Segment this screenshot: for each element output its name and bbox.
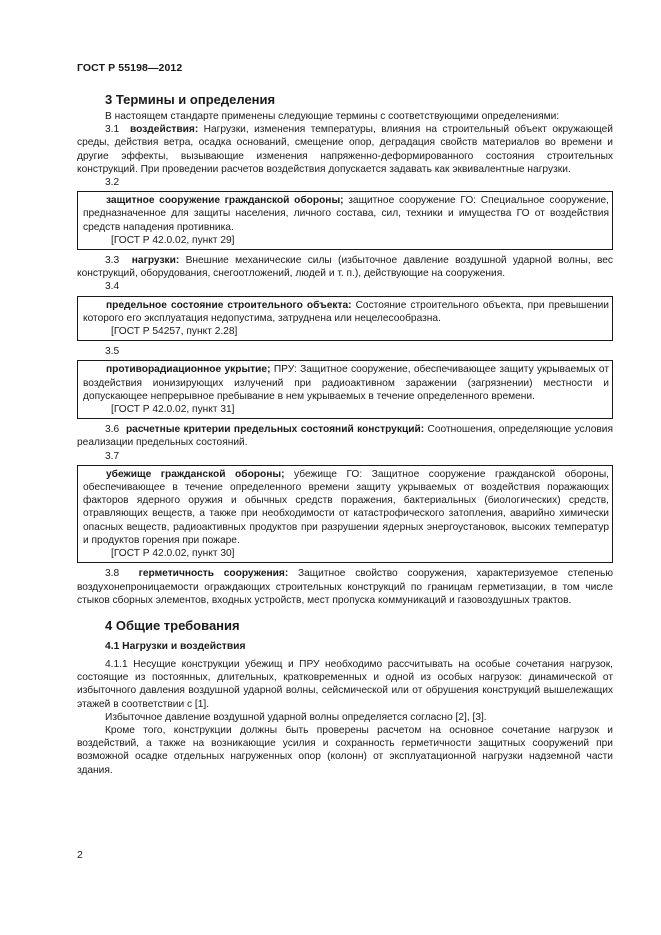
term-3-6-name: расчетные критерии предельных состояний конструкций: — [125, 424, 425, 436]
term-3-4-number: 3.4 — [105, 281, 120, 293]
term-3-4-box — [77, 296, 613, 342]
term-3-4-name: предельное состояние строительного объекта: — [106, 299, 352, 311]
term-3-5-number: 3.5 — [105, 346, 120, 358]
term-3-7-definition: убежище ГО: Защитное сооружение гражданской обороны, обеспечивающее в течение определенного времени защиту укрываемых от воздействия поражающих факторов ядерного оружия и обычных средств поражения, бактериальных (биологических) средств, отравляющих веществ, а также при необходимости от катастрофического затопления, аварийно химически опасных веществ, радиоактивных продуктов при разрушении ядерных энергоустановок, высоких температур и продуктов горения при пожаре. — [83, 468, 609, 546]
term-3-5-box — [77, 360, 613, 419]
term-3-4 — [83, 299, 609, 325]
term-3-5-source: [ГОСТ Р 42.0.02, пункт 31] — [111, 404, 235, 416]
term-3-7-name: убежище гражданской обороны; — [106, 468, 285, 480]
section-4-title: 4 Общие требования — [105, 617, 240, 633]
term-3-7-source: [ГОСТ Р 42.0.02, пункт 30] — [111, 548, 235, 560]
term-3-2-source: [ГОСТ Р 42.0.02, пункт 29] — [111, 234, 235, 246]
term-3-7-box — [77, 465, 613, 563]
term-3-6-definition: Соотношения, определяющие условия реализации предельных состояний. — [77, 424, 613, 449]
paragraph-4-1-1: 4.1.1 Несущие конструкции убежищ и ПРУ необходимо рассчитывать на особые сочетания нагрузок, состоящие из постоянных, длительных, кратковременных и одной из особых нагрузок: динамической от избыточного давления воздушной ударной волны, сейсмической или от обрушения конструкций вышележащих этажей в соответствии с [1]. — [77, 658, 613, 710]
term-3-1-definition: Нагрузки, изменения температуры, влияния на строительный объект окружающей среды, действия ветра, осадка оснований, смещение опор, деградация свойств материалов во времени и другие эффекты, вызывающие изменения напряженно-деформированного состояния строительных конструкций. При проведении расчетов воздействия допускается задавать как эквивалентные нагрузки. — [77, 124, 613, 175]
subsection-4-1-title: 4.1 Нагрузки и воздействия — [105, 640, 246, 652]
term-3-5 — [83, 363, 609, 403]
term-3-1-name: воздействия: — [130, 124, 199, 136]
term-3-5-name: противорадиационное укрытие; — [106, 364, 271, 376]
term-3-8-number: 3.8 — [105, 568, 120, 580]
term-3-8 — [77, 567, 613, 607]
term-3-3-definition: Внешние механические силы (избыточное давление воздушной ударной волны, вес конструкций, оборудования, снегоотложений, людей и т. п.), действующие на сооружения. — [77, 255, 614, 280]
term-3-1 — [77, 123, 613, 176]
term-3-8-name: герметичность сооружения: — [138, 568, 289, 580]
term-3-2-definition: защитное сооружение ГО: Специальное сооружение, предназначенное для защиты населения, личного состава, сил, техники и имущества ГО от воздействия средств нападения противника. — [83, 195, 609, 233]
document-header: ГОСТ Р 55198—2012 — [77, 62, 183, 74]
term-3-6 — [77, 423, 613, 449]
term-3-2-number: 3.2 — [105, 177, 120, 189]
term-3-2-box — [77, 191, 613, 250]
page-content — [77, 92, 613, 777]
term-3-7-number: 3.7 — [105, 450, 120, 462]
term-3-2 — [83, 194, 609, 234]
term-3-8-definition: Защитное свойство сооружения, характеризуемое степенью воздухонепроницаемости ограждающих строительных конструкций по границам герметизации, в том числе стыков сборных элементов, входных устройств, мест пропуска коммуникаций и газовоздушных трактов. — [77, 568, 613, 606]
paragraph-additional-check: Кроме того, конструкции должны быть проверены расчетом на основное сочетание нагрузок и воздействий, а также на возникающие усилия и сохранность герметичности защитных сооружений при возможной осадке отдельных нагруженных опор (колонн) от эксплуатационной нагрузки надземной части здания. — [77, 724, 613, 776]
term-3-4-source: [ГОСТ Р 54257, пункт 2.28] — [111, 326, 238, 338]
term-3-1-number: 3.1 — [105, 124, 120, 136]
term-3-3-name: нагрузки: — [131, 255, 180, 267]
term-3-6-number: 3.6 — [105, 424, 120, 436]
section-3-intro: В настоящем стандарте применены следующие термины с соответствующими определениями: — [105, 111, 560, 122]
paragraph-pressure: Избыточное давление воздушной ударной волны определяется согласно [2], [3]. — [105, 711, 487, 723]
term-3-5-definition: ПРУ: Защитное сооружение, обеспечивающее защиту укрываемых от воздействия ионизирующих излучений при радиоактивном заражении (загрязнении) местности и допускающее непрерывное пребывание в нем укрываемых в течение определенного времени. — [83, 364, 609, 402]
term-3-7 — [83, 468, 609, 547]
page-number: 2 — [77, 849, 83, 861]
term-3-3-number: 3.3 — [105, 255, 120, 267]
term-3-2-name: защитное сооружение гражданской обороны; — [106, 195, 344, 207]
section-3-title: 3 Термины и определения — [105, 92, 276, 107]
term-3-3 — [77, 254, 613, 280]
term-3-4-definition: Состояние строительного объекта, при превышении которого его эксплуатация недопустима, затруднена или нецелесообразна. — [83, 299, 609, 324]
